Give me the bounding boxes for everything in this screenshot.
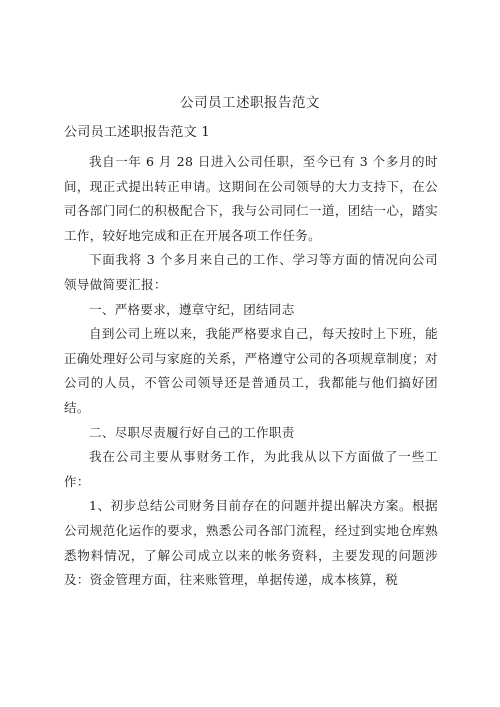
paragraph-duties: 我在公司主要从事财务工作，为此我从以下方面做了一些工作： — [64, 449, 438, 489]
paragraph-report-lead: 下面我将 3 个多月来自己的工作、学习等方面的情况向公司领导做简要汇报： — [64, 252, 438, 292]
section-heading-duties: 二、尽职尽责履行好自己的工作职责 — [89, 424, 295, 440]
document-title: 公司员工述职报告范文 — [180, 95, 320, 111]
paragraph-intro: 我自一年 6 月 28 日进入公司任职，至今已有 3 个多月的时间，现正式提出转正申请。这期间在公司领导的大力支持下，在公司各部门同仁的积极配合下，我与公司同仁一道，团结一心，踏实工作，较好地完成和正在开展各项工作任务。 — [64, 154, 438, 243]
section-heading-discipline: 一、严格要求，遵章守纪，团结同志 — [89, 301, 295, 317]
document-body — [64, 150, 438, 593]
document-subtitle: 公司员工述职报告范文 1 — [64, 125, 211, 140]
paragraph-discipline: 自到公司上班以来，我能严格要求自己，每天按时上下班，能正确处理好公司与家庭的关系，严格遵守公司的各项规章制度；对公司的人员，不管公司领导还是普通员工，我都能与他们搞好团结。 — [64, 326, 438, 415]
paragraph-finance-issues: 1、初步总结公司财务目前存在的问题并提出解决方案。根据公司规范化运作的要求，熟悉公司各部门流程，经过到实地仓库熟悉物料情况，了解公司成立以来的帐务资料，主要发现的问题涉及：资金管理方面，往来账管理，单据传递，成本核算，税 — [64, 498, 438, 588]
